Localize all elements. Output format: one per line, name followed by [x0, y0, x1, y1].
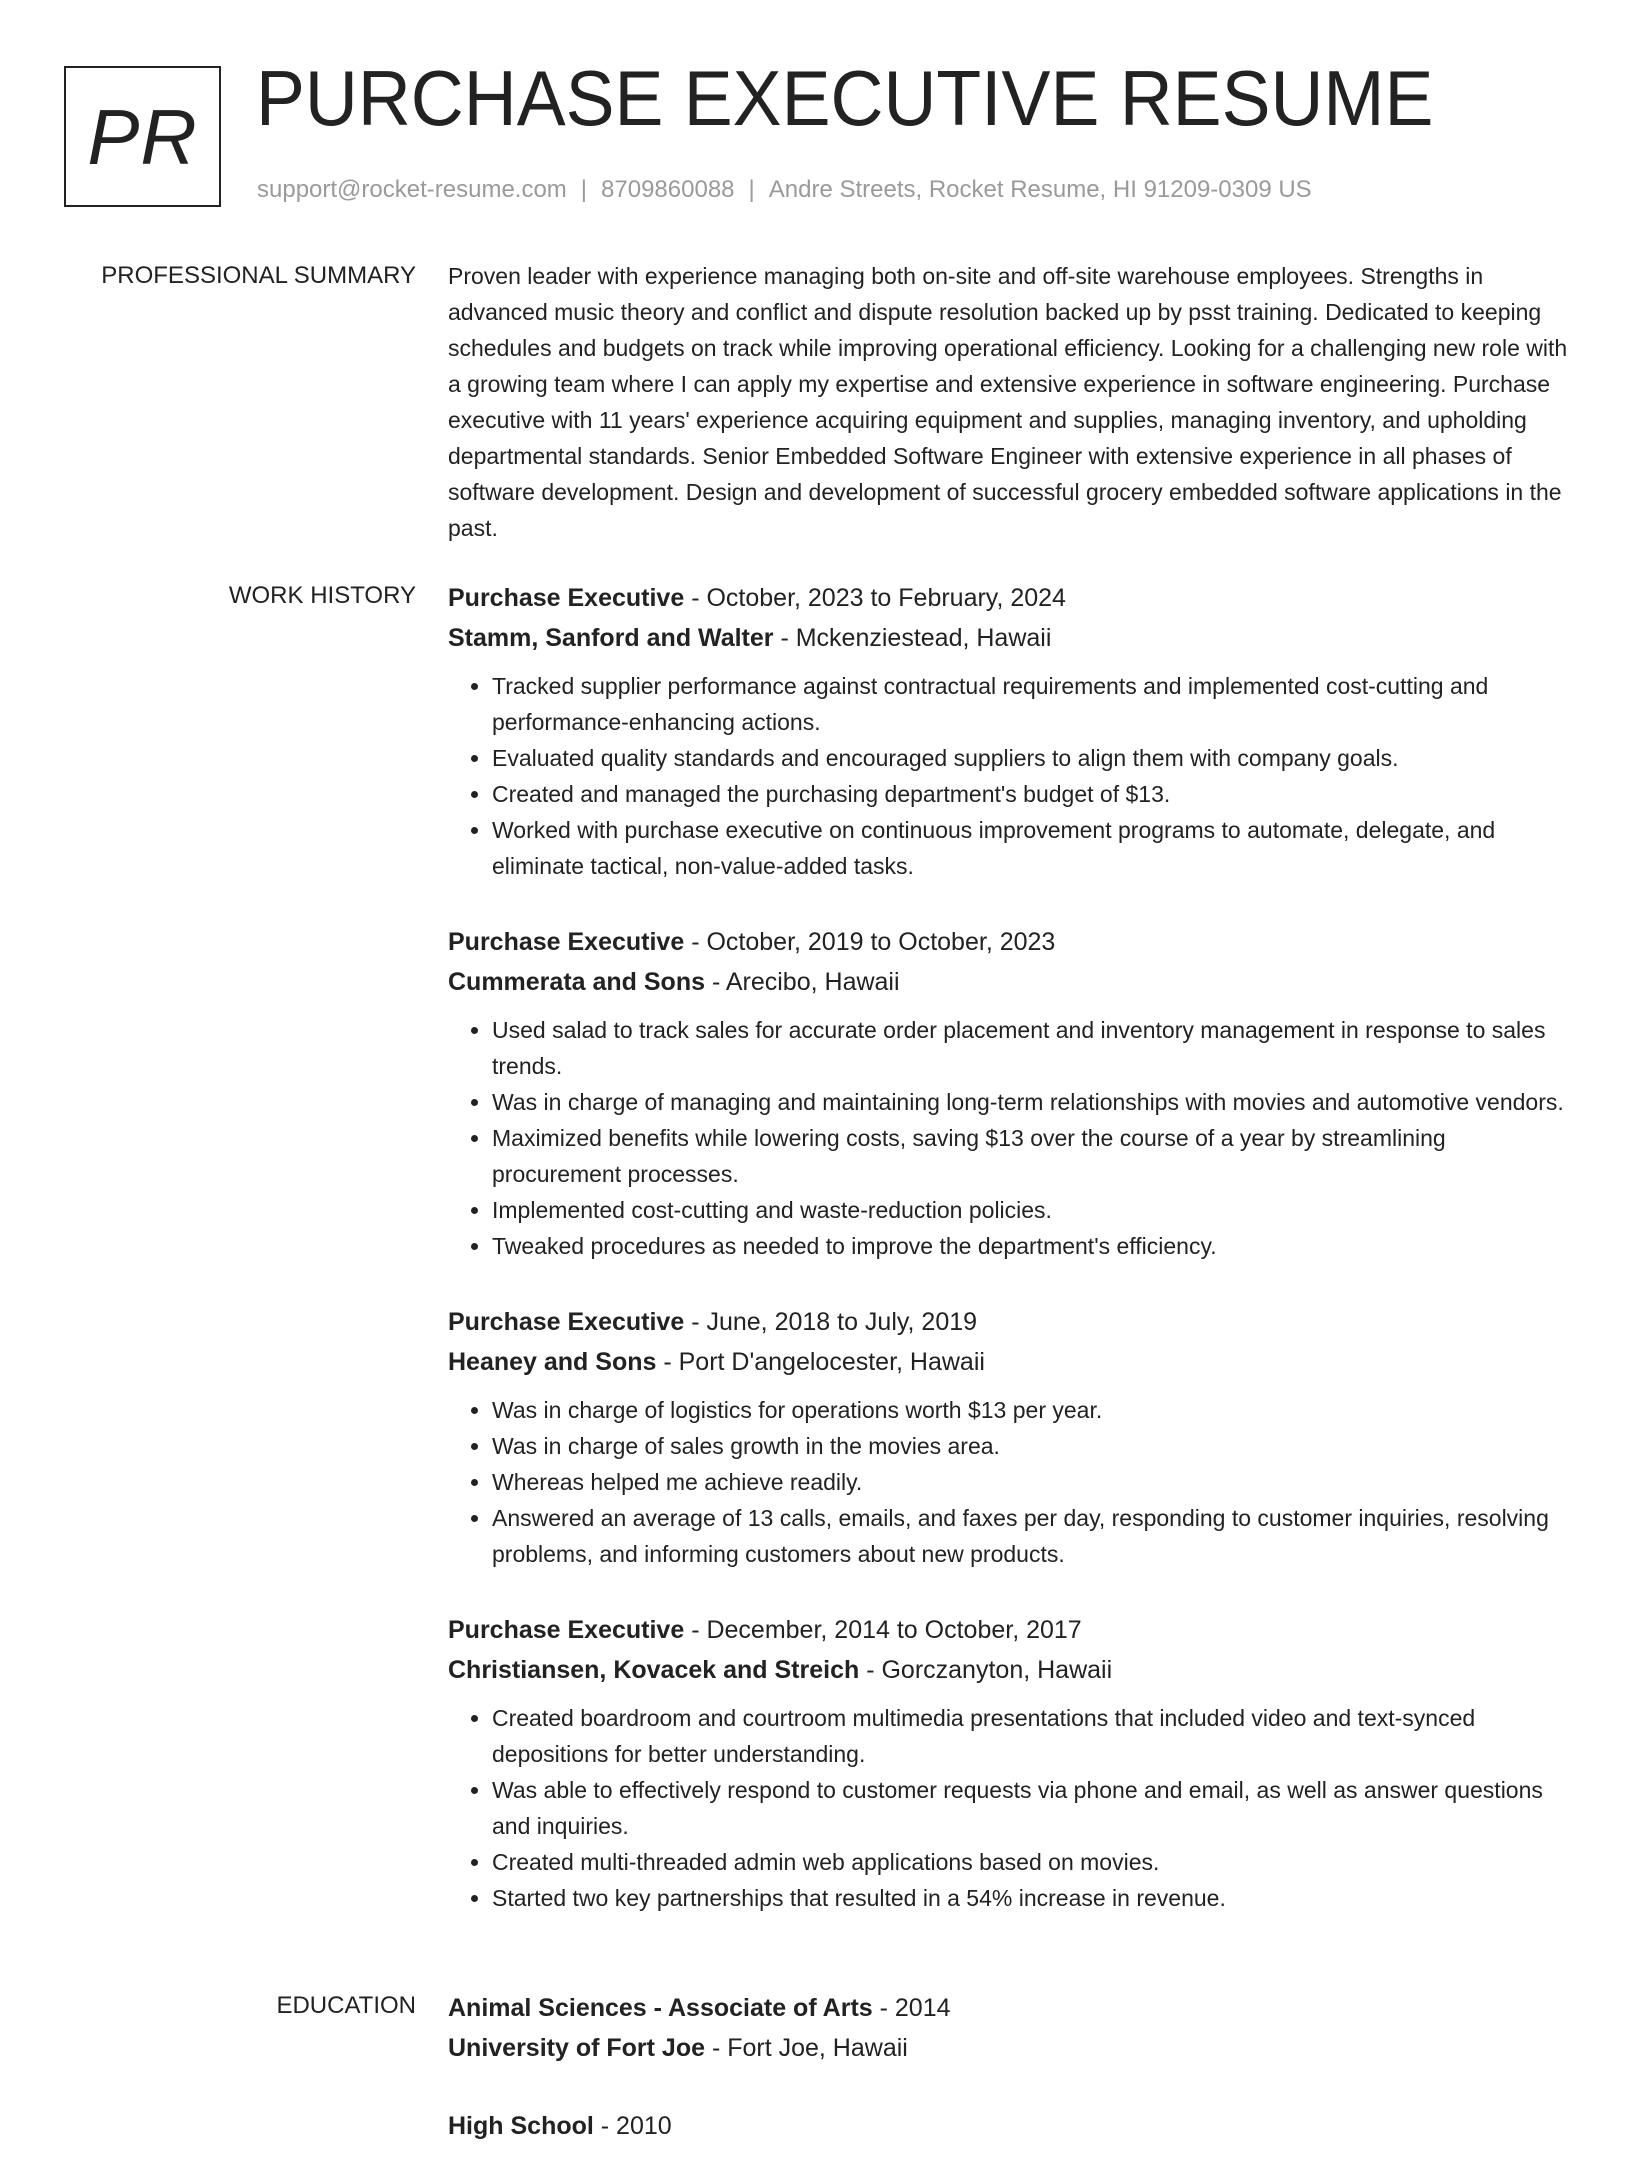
education-degree-line	[448, 1988, 1568, 2028]
job-entry	[448, 1610, 1568, 1916]
job-location: - Gorczanyton, Hawaii	[859, 1656, 1113, 1684]
job-bullet: • Evaluated quality standards and encouraged suppliers to align them with company goals.	[492, 740, 1568, 776]
education-entry	[448, 1988, 1568, 2068]
monogram-initials: PR	[87, 92, 198, 181]
summary-text: Proven leader with experience managing both on-site and off-site warehouse employees. Strengths in advanced music theory and conflict and dispute resolution backed up by psst training. Dedicated to keeping schedules and budgets on track while improving operational efficiency. Looking for a challenging new role with a growing team where I can apply my expertise and extensive experience in software engineering. Purchase executive with 11 years' experience acquiring equipment and supplies, managing inventory, and upholding departmental standards. Senior Embedded Software Engineer with extensive experience in all phases of software development. Design and development of successful grocery embedded software applications in the past.	[448, 263, 1568, 541]
job-company-line	[448, 962, 1568, 1002]
job-bullet: • Was in charge of sales growth in the movies area.	[492, 1428, 1568, 1464]
job-list	[448, 578, 1568, 1954]
job-title-line	[448, 922, 1568, 962]
contact-line	[257, 176, 1312, 204]
education-list	[448, 1988, 1568, 2184]
job-bullet: • Tweaked procedures as needed to improve the department's efficiency.	[492, 1228, 1568, 1264]
job-entry	[448, 578, 1568, 884]
job-title: Purchase Executive	[448, 1308, 685, 1336]
resume-title: PURCHASE EXECUTIVE RESUME	[256, 54, 1434, 142]
job-entry	[448, 922, 1568, 1264]
job-company: Stamm, Sanford and Walter	[448, 624, 774, 652]
job-bullet: • Started two key partnerships that resulted in a 54% increase in revenue.	[492, 1880, 1568, 1916]
job-company: Cummerata and Sons	[448, 968, 706, 996]
education-year: - 2014	[872, 1994, 951, 2022]
job-company: Heaney and Sons	[448, 1348, 657, 1376]
contact-separator: |	[580, 176, 588, 203]
job-dates: - October, 2023 to February, 2024	[684, 584, 1066, 612]
job-title: Purchase Executive	[448, 584, 685, 612]
job-location: - Mckenziestead, Hawaii	[773, 624, 1052, 652]
education-degree: High School	[448, 2112, 594, 2140]
job-location: - Arecibo, Hawaii	[705, 968, 900, 996]
education-school: University of Fort Joe	[448, 2034, 705, 2062]
contact-address: Andre Streets, Rocket Resume, HI 91209-0309 US	[768, 176, 1312, 203]
education-school-line	[448, 2028, 1568, 2068]
contact-phone: 8709860088	[601, 176, 735, 203]
job-bullet: • Whereas helped me achieve readily.	[492, 1464, 1568, 1500]
education-year: - 2010	[593, 2112, 672, 2140]
job-bullet: • Created boardroom and courtroom multimedia presentations that included video and text-synced depositions for better understanding.	[492, 1700, 1568, 1772]
job-dates: - June, 2018 to July, 2019	[684, 1308, 978, 1336]
job-location: - Port D'angelocester, Hawaii	[656, 1348, 985, 1376]
education-entry	[448, 2106, 1568, 2146]
job-title: Purchase Executive	[448, 928, 685, 956]
job-company-line	[448, 1650, 1568, 1690]
job-title-line	[448, 578, 1568, 618]
job-bullet: • Tracked supplier performance against contractual requirements and implemented cost-cutting and performance-enhancing actions.	[492, 668, 1568, 740]
job-bullets	[448, 1392, 1568, 1572]
education-degree: Animal Sciences - Associate of Arts	[448, 1994, 873, 2022]
job-bullet: • Used salad to track sales for accurate order placement and inventory management in response to sales trends.	[492, 1012, 1568, 1084]
education-location: - Fort Joe, Hawaii	[705, 2034, 908, 2062]
education-heading: EDUCATION	[276, 1992, 416, 2019]
job-bullet: • Created multi-threaded admin web applications based on movies.	[492, 1844, 1568, 1880]
job-entry	[448, 1302, 1568, 1572]
job-dates: - October, 2019 to October, 2023	[684, 928, 1056, 956]
summary-heading: PROFESSIONAL SUMMARY	[101, 262, 416, 289]
job-bullets	[448, 1012, 1568, 1264]
job-bullet: • Was able to effectively respond to customer requests via phone and email, as well as answer questions and inquiries.	[492, 1772, 1568, 1844]
job-company-line	[448, 618, 1568, 658]
contact-separator: |	[748, 176, 755, 203]
contact-email: support@rocket-resume.com	[257, 176, 567, 203]
job-title-line	[448, 1610, 1568, 1650]
job-bullets	[448, 1700, 1568, 1916]
education-degree-line	[448, 2106, 1568, 2146]
job-title-line	[448, 1302, 1568, 1342]
job-bullet: • Created and managed the purchasing department's budget of $13.	[492, 776, 1568, 812]
work-history-heading: WORK HISTORY	[228, 582, 416, 609]
monogram-logo	[64, 66, 221, 207]
job-bullet: • Worked with purchase executive on continuous improvement programs to automate, delegate, and eliminate tactical, non-value-added tasks.	[492, 812, 1568, 884]
job-bullet: • Was in charge of logistics for operations worth $13 per year.	[492, 1392, 1568, 1428]
job-dates: - December, 2014 to October, 2017	[684, 1616, 1082, 1644]
job-bullets	[448, 668, 1568, 884]
job-bullet: • Implemented cost-cutting and waste-reduction policies.	[492, 1192, 1568, 1228]
job-company: Christiansen, Kovacek and Streich	[448, 1656, 860, 1684]
job-bullet: • Was in charge of managing and maintaining long-term relationships with movies and automotive vendors.	[492, 1084, 1568, 1120]
job-title: Purchase Executive	[448, 1616, 685, 1644]
job-company-line	[448, 1342, 1568, 1382]
job-bullet: • Answered an average of 13 calls, emails, and faxes per day, responding to customer inquiries, resolving problems, and informing customers about new products.	[492, 1500, 1568, 1572]
job-bullet: • Maximized benefits while lowering costs, saving $13 over the course of a year by streamlining procurement processes.	[492, 1120, 1568, 1192]
